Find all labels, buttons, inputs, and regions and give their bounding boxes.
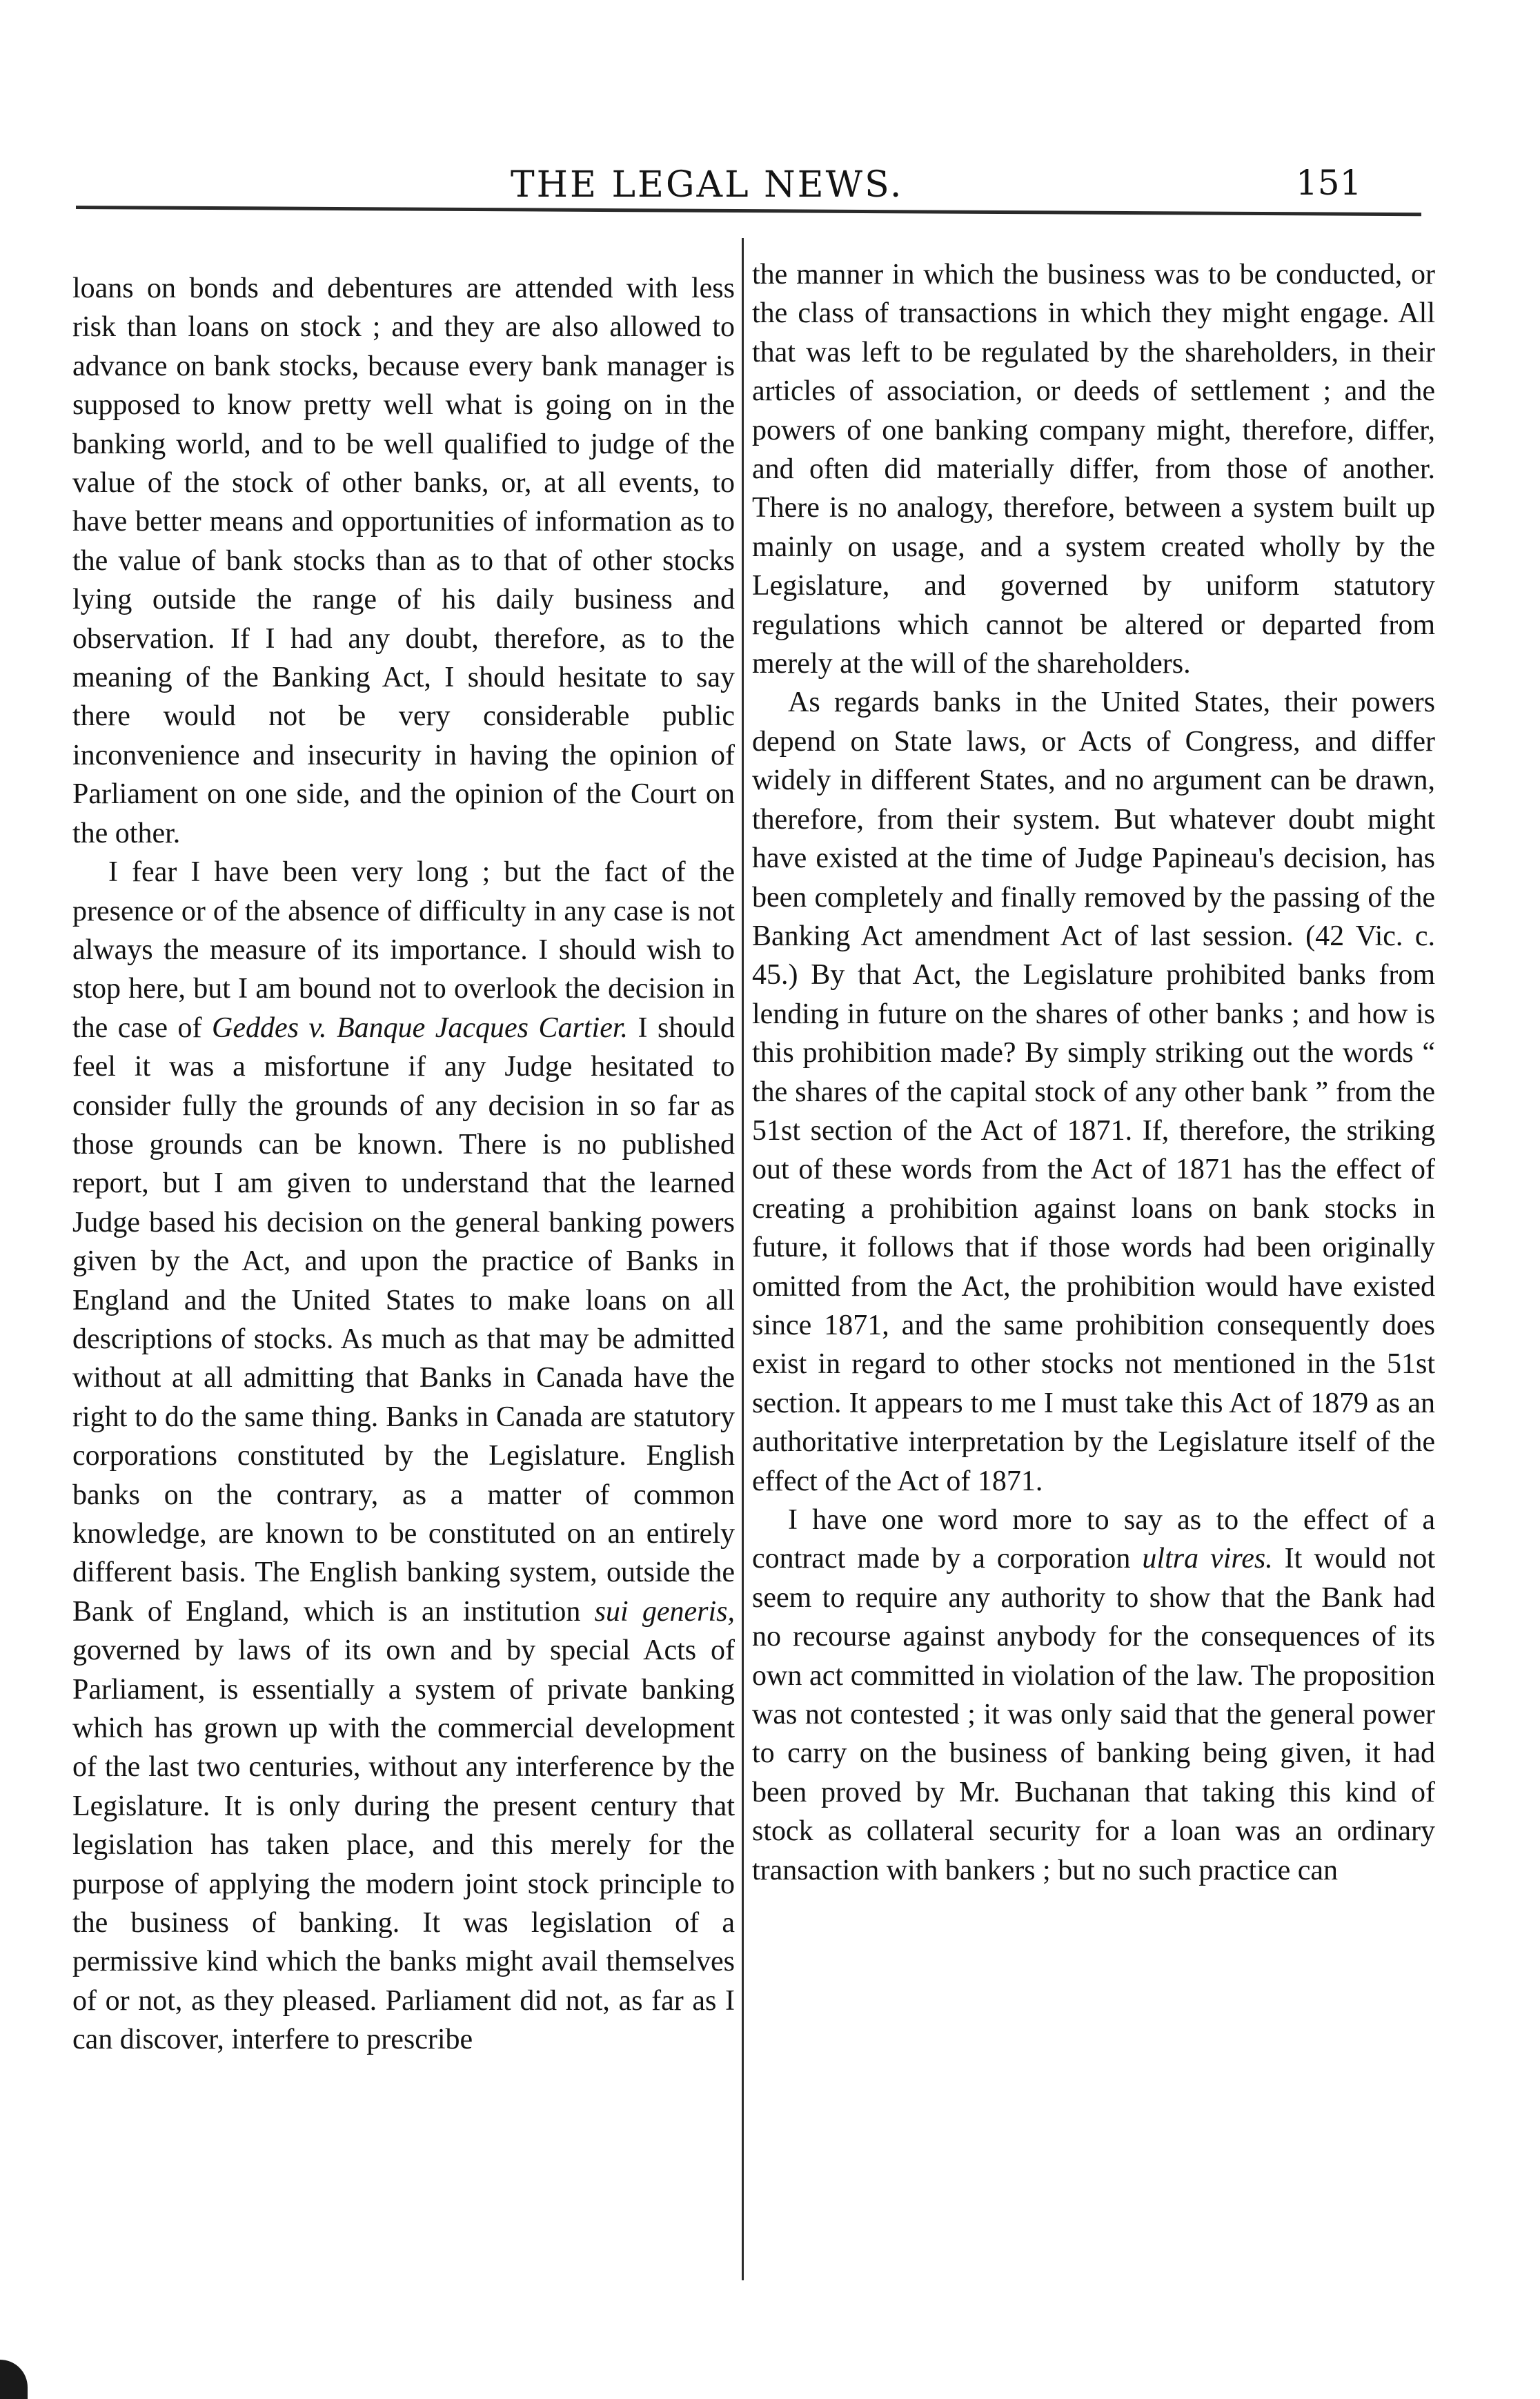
ultra-vires-phrase: ultra vires. [1142,1543,1273,1575]
right-paragraph-2: As regards banks in the United States, their powers depend on State laws, or Acts of Congress, and differ widely in different States, and no argument can be drawn, therefore, from their system. But whatever doubt might have existed at the time of Judge Papineau's decision, has been completely and finally removed by the passing of the Banking Act amendment Act of last session. (42 Vic. c. 45.) By that Act, the Legislature prohibited banks from lending in future on the shares of other banks ; and how is this prohibition made? By simply striking out the words “ the shares of the capital stock of any other bank ” from the 51st section of the Act of 1871. If, therefore, the striking out of these words from the Act of 1871 has the effect of creating a prohibition against loans on bank stocks in future, it follows that if those words had been originally omitted from the Act, the prohibition would have existed since 1871, and the same prohibition consequently does exist in regard to other stocks not mentioned in the 51st section. It appears to me I must take this Act of 1879 as an authoritative interpretation by the Legislature itself of the effect of the Act of 1871. [752,687,1435,1497]
right-paragraph-1: the manner in which the business was to be conducted, or the class of transactions in which they might engage. All that was left to be regulated by the shareholders, in their articles of association, or deeds of settlement ; and the powers of one banking company might, therefore, differ, and often did materially differ, from those of another. There is no analogy, therefore, between a system built up mainly on usage, and a system created wholly by the Legislature, and governed by uniform statutory regulations which cannot be altered or departed from merely at the will of the shareholders. [752,259,1435,680]
right-column [752,255,1435,1890]
column-divider [742,238,744,2280]
left-paragraph-2 [72,853,735,2060]
left-column [72,269,735,2060]
left-paragraph-2-opening: I fear I have been very long ; but the fact of the presence or of the absence of difficulty in any case is not always the measure of its importance. I should wish to stop here, but I am bound not to overlook the decision in the case of [72,856,735,1044]
case-name: Geddes v. Banque Jacques Cartier. [212,1011,629,1044]
left-paragraph-1: loans on bonds and debentures are attended with less risk than loans on stock ; and they are also allowed to advance on bank stocks, because every bank manager is supposed to know pretty well what is going on in the banking world, and to be well qualified to judge of the value of the stock of other banks, or, at all events, to have better means and opportunities of information as to the value of bank stocks than as to that of other stocks lying outside the range of his daily business and observation. If I had any doubt, therefore, as to the meaning of the Banking Act, I should hesitate to say there would not be very considerable public inconvenience and insecurity in having the opinion of Parliament on one side, and the opinion of the Court on the other. [72,273,735,849]
latin-phrase: sui generis, [594,1595,736,1628]
left-paragraph-2-middle: I should feel it was a misfortune if any Judge hesitated to consider fully the grounds of any decision in so far as those grounds can be known. There is no published report, but I am given to understand that the learned Judge based his decision on the general banking powers given by the Act, and upon the practice of Banks in England and the United States to make loans on all descriptions of stocks. As much as that may be admitted without at all admitting that Banks in Canada have the right to do the same thing. Banks in Canada are statutory corporations constituted by the Legislature. English banks on the contrary, as a matter of common knowledge, are known to be constituted on an entirely different basis. The English banking system, outside the Bank of England, which is an institution [72,1011,735,1628]
right-paragraph-3-tail: It would not seem to require any authority to show that the Bank had no recourse against anybody for the consequences of its own act committed in violation of the law. The proposition was not contested ; it was only said that the general power to carry on the business of banking being given, it had been proved by Mr. Buchanan that taking this kind of stock as collateral security for a loan was an ordinary transaction with bankers ; but no such practice can [752,1543,1436,1886]
left-paragraph-2-tail: governed by laws of its own and by special Acts of Parliament, is essentially a system of private banking which has grown up with the commercial development of the last two centuries, without any interference by the Legislature. It is only during the present century that legislation has taken place, and this merely for the purpose of applying the modern joint stock principle to the business of banking. It was legislation of a permissive kind which the banks might avail themselves of or not, as they pleased. Parliament did not, as far as I can discover, interfere to prescribe [72,1635,735,2056]
right-paragraph-3 [752,1501,1435,1890]
running-head [0,0,1540,207]
header-rule [76,206,1421,216]
page-number: 151 [1296,163,1362,203]
page-edge-mark [0,2360,28,2399]
journal-title: THE LEGAL NEWS. [511,164,904,206]
right-paragraph-3-opening: I have one word more to say as to the effect of a contract made by a corporation [752,1504,1435,1575]
